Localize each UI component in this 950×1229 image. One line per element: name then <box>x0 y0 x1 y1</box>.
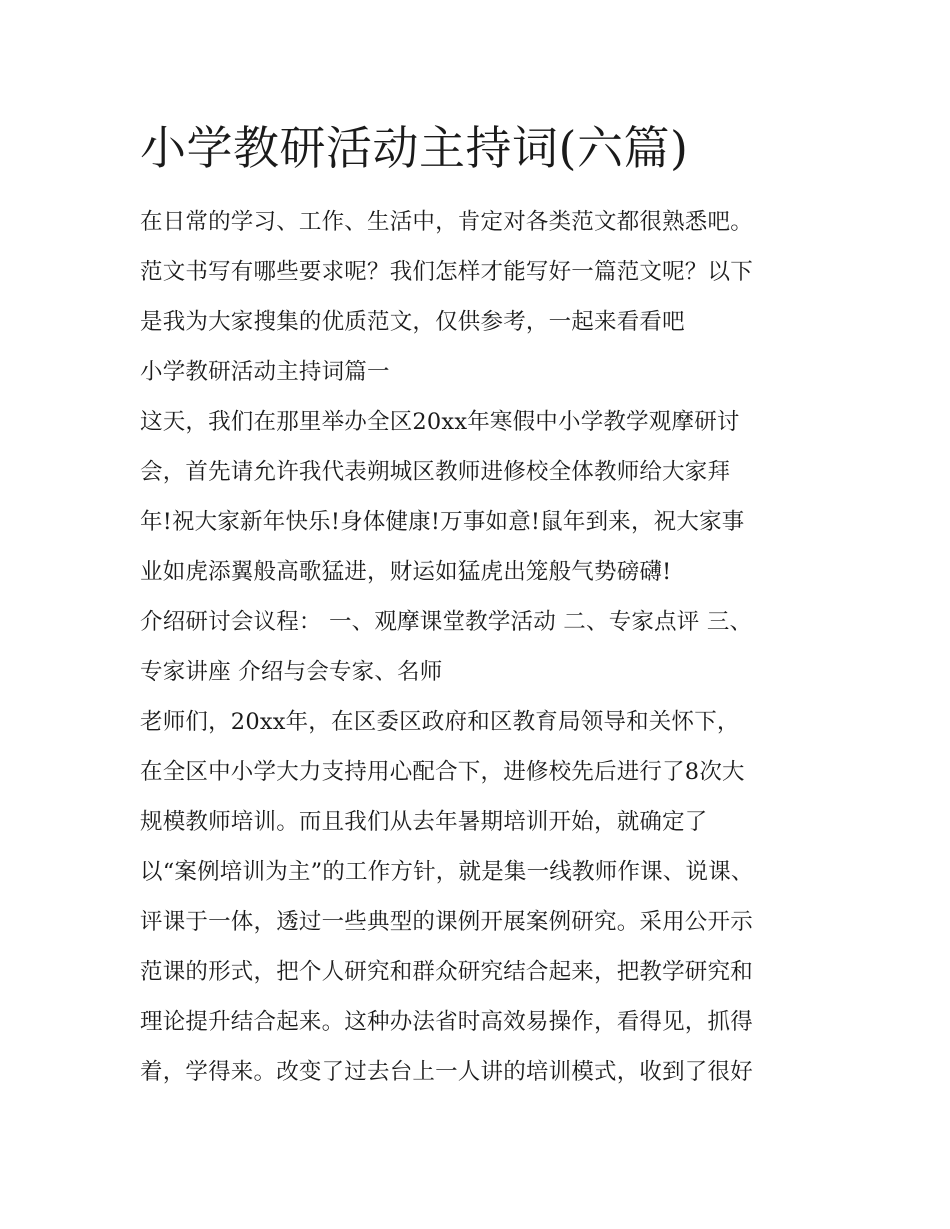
text-line: 是我为大家搜集的优质范文，仅供参考，一起来看看吧 <box>140 309 685 335</box>
section-heading: 小学教研活动主持词篇一 <box>140 359 390 385</box>
text-line: 规模教师培训。而且我们从去年暑期培训开始，就确定了 <box>140 809 708 835</box>
text-line: 以“案例培训为主”的工作方针，就是集一线教师作课、说课、 <box>140 859 754 885</box>
text-line: 着，学得来。改变了过去台上一人讲的培训模式，收到了很好 <box>140 1059 753 1085</box>
text-line: 会，首先请允许我代表朔城区教师进修校全体教师给大家拜 <box>140 459 731 485</box>
text-line: 范课的形式，把个人研究和群众研究结合起来，把教学研究和 <box>140 959 753 985</box>
text-line: 理论提升结合起来。这种办法省时高效易操作，看得见，抓得 <box>140 1009 753 1035</box>
text-line: 在日常的学习、工作、生活中，肯定对各类范文都很熟悉吧。 <box>140 209 753 235</box>
document-body <box>140 200 820 1100</box>
text-line: 介绍研讨会议程： 一、观摩课堂教学活动 二、专家点评 三、 <box>140 609 753 635</box>
text-line: 范文书写有哪些要求呢？我们怎样才能写好一篇范文呢？以下 <box>140 259 753 285</box>
text-line: 评课于一体，透过一些典型的课例开展案例研究。采用公开示 <box>140 909 753 935</box>
text-line: 这天，我们在那里举办全区20xx年寒假中小学教学观摩研讨 <box>140 409 740 435</box>
text-line: 业如虎添翼般高歌猛进，财运如猛虎出笼般气势磅礴! <box>140 559 672 585</box>
text-line: 老师们，20xx年，在区委区政府和区教育局领导和关怀下， <box>140 709 740 735</box>
document-title: 小学教研活动主持词(六篇) <box>140 121 689 175</box>
text-line: 专家讲座 介绍与会专家、名师 <box>140 659 443 685</box>
text-line: 年!祝大家新年快乐!身体健康!万事如意!鼠年到来，祝大家事 <box>140 509 745 535</box>
text-line: 在全区中小学大力支持用心配合下，进修校先后进行了8次大 <box>140 759 745 785</box>
